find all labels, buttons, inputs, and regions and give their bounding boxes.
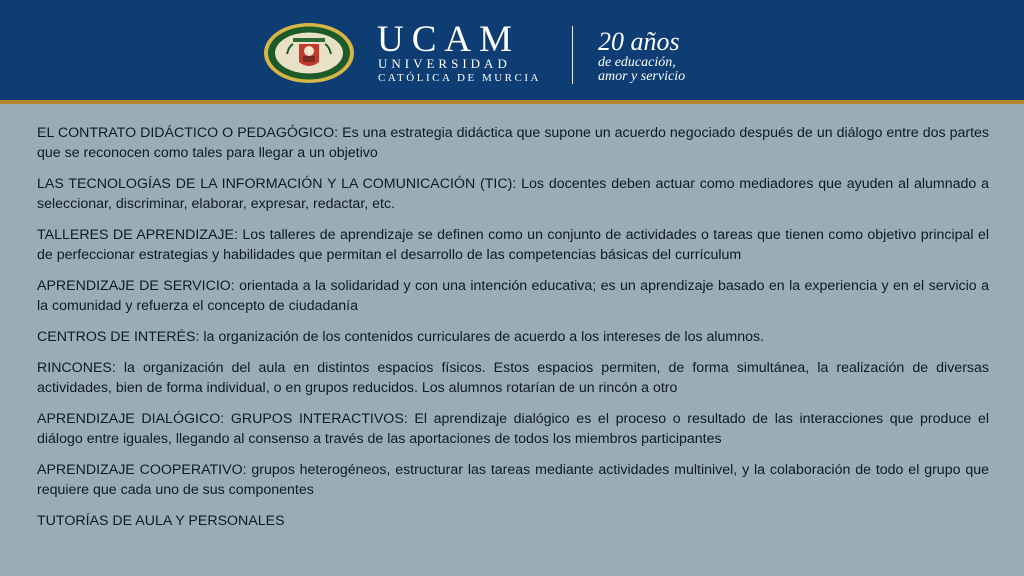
paragraph xyxy=(37,174,989,214)
paragraph-text: grupos heterogéneos, estructurar las tareas mediante actividades multinivel, y la colaboración de todo el grupo que requiere que cada uno de sus componentes xyxy=(37,462,989,498)
logo-wordmark: UCAM xyxy=(377,19,521,60)
paragraph-term: TUTORÍAS DE AULA Y PERSONALES xyxy=(37,513,285,529)
paragraph-text: Los talleres de aprendizaje se definen como un conjunto de actividades o tareas que tienen como objetivo principal el de perfeccionar estrategias y habilidades que permitan el desarrollo de las competencias básicas del currículum xyxy=(37,227,989,263)
paragraph-text: El aprendizaje dialógico es el proceso o resultado de las interacciones que produce el diálogo entre iguales, llegando al consenso a través de las aportaciones de todos los miembros participantes xyxy=(37,411,989,447)
paragraph-term: RINCONES: xyxy=(37,360,116,376)
paragraph xyxy=(37,511,989,531)
paragraph xyxy=(37,358,989,398)
header-accent-line xyxy=(0,100,1024,104)
paragraph-term: LAS TECNOLOGÍAS DE LA INFORMACIÓN Y LA COMUNICACIÓN (TIC): xyxy=(37,176,517,192)
paragraph-term: EL CONTRATO DIDÁCTICO O PEDAGÓGICO: xyxy=(37,125,339,141)
paragraph-term: APRENDIZAJE COOPERATIVO: xyxy=(37,462,247,478)
paragraph-text: Es una estrategia didáctica que supone un acuerdo negociado después de un diálogo entre dos partes que se reconocen como tales para llegar a un objetivo xyxy=(37,125,990,161)
anniversary-line-2: amor y servicio xyxy=(598,69,686,84)
paragraph-text: orientada a la solidaridad y con una intención educativa; es un aprendizaje basado en la experiencia y en el servicio a la comunidad y refuerza el concepto de ciudadanía xyxy=(37,278,989,314)
paragraph xyxy=(37,409,989,449)
slide-body xyxy=(37,123,989,542)
paragraph-term: TALLERES DE APRENDIZAJE: xyxy=(37,227,238,243)
paragraph-term: APRENDIZAJE DIALÓGICO: GRUPOS INTERACTIVOS: xyxy=(37,411,408,427)
logo-subtitle-2: CATÓLICA DE MURCIA xyxy=(378,72,541,84)
anniversary-title: 20 años xyxy=(598,27,680,56)
header-bar xyxy=(0,0,1024,100)
paragraph xyxy=(37,460,989,500)
paragraph-text: Los docentes deben actuar como mediadores que ayuden al alumnado a seleccionar, discriminar, elaborar, expresar, redactar, etc. xyxy=(37,176,989,212)
university-seal-icon xyxy=(263,22,355,84)
logo-divider xyxy=(572,26,573,84)
logo-subtitle: UNIVERSIDAD xyxy=(378,56,511,71)
paragraph xyxy=(37,123,989,163)
paragraph-text: la organización de los contenidos curriculares de acuerdo a los intereses de los alumnos. xyxy=(199,329,765,345)
paragraph-term: CENTROS DE INTERÉS: xyxy=(37,329,200,345)
paragraph-term: APRENDIZAJE DE SERVICIO: xyxy=(37,278,235,294)
paragraph xyxy=(37,276,989,316)
paragraph-text: la organización del aula en distintos espacios físicos. Estos espacios permiten, de forma simultánea, la realización de diversas actividades, bien de forma individual, o en grupos reducidos. Los alumnos rotarían de un rincón a otro xyxy=(37,360,989,396)
paragraph xyxy=(37,327,989,347)
paragraph xyxy=(37,225,989,265)
anniversary-line-1: de educación, xyxy=(598,55,676,70)
